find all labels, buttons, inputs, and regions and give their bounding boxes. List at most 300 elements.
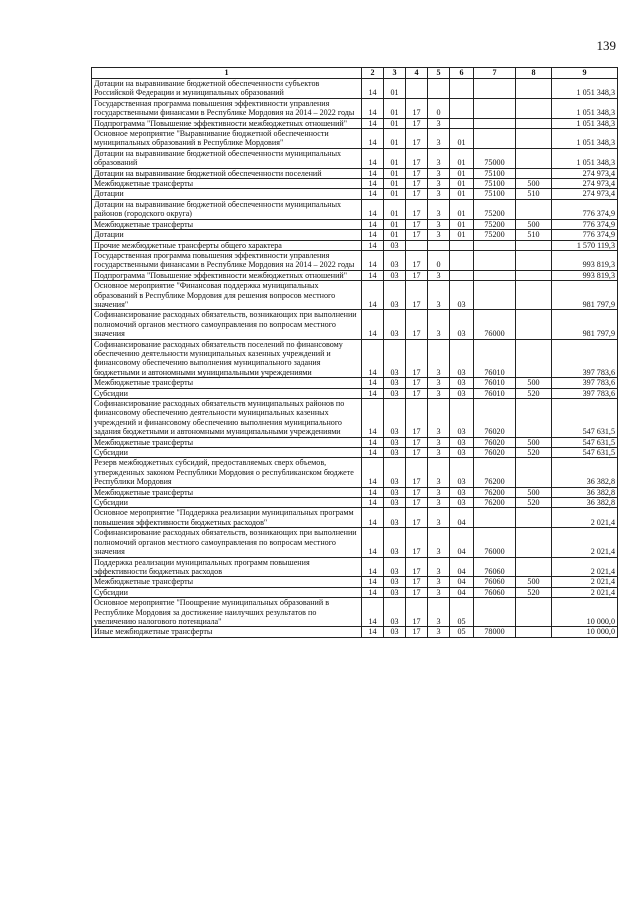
header-cell: 1 xyxy=(92,68,362,79)
row-subsection: 01 xyxy=(384,129,406,149)
row-subprogram: 3 xyxy=(428,129,450,149)
row-direction xyxy=(474,118,516,128)
row-subsection: 03 xyxy=(384,627,406,637)
row-section: 14 xyxy=(362,129,384,149)
row-subsection: 01 xyxy=(384,98,406,118)
row-expense-type: 500 xyxy=(516,487,552,497)
row-event: 01 xyxy=(450,179,474,189)
row-amount: 2 021,4 xyxy=(552,577,618,587)
row-subsection: 03 xyxy=(384,250,406,270)
row-program: 17 xyxy=(406,219,428,229)
row-direction: 75100 xyxy=(474,179,516,189)
row-expense-type xyxy=(516,250,552,270)
row-expense-type: 520 xyxy=(516,498,552,508)
row-subsection: 03 xyxy=(384,270,406,280)
row-section: 14 xyxy=(362,388,384,398)
table-row xyxy=(92,378,618,388)
row-program: 17 xyxy=(406,310,428,339)
row-direction xyxy=(474,598,516,627)
row-subprogram: 3 xyxy=(428,557,450,577)
row-direction: 75200 xyxy=(474,230,516,240)
table-row xyxy=(92,118,618,128)
row-program: 17 xyxy=(406,270,428,280)
row-subprogram: 3 xyxy=(428,448,450,458)
row-direction: 76200 xyxy=(474,498,516,508)
row-subsection: 01 xyxy=(384,168,406,178)
row-event: 03 xyxy=(450,437,474,447)
row-amount: 397 783,6 xyxy=(552,378,618,388)
row-subprogram: 3 xyxy=(428,270,450,280)
row-direction: 76060 xyxy=(474,577,516,587)
row-direction xyxy=(474,129,516,149)
row-event: 01 xyxy=(450,199,474,219)
row-expense-type xyxy=(516,199,552,219)
row-amount: 1 051 348,3 xyxy=(552,118,618,128)
row-name: Основное мероприятие "Финансовая поддержка муниципальных образований в Республике Мордовия для решения вопросов местного значения" xyxy=(92,281,362,310)
row-subprogram: 3 xyxy=(428,399,450,438)
row-name: Софинансирование расходных обязательств муниципальных районов по финансовому обеспечению деятельности муниципальных казенных учреждений и финансовому обеспечению выполнения муниципального задания бюджетными и автономными муниципальными учреждениями xyxy=(92,399,362,438)
row-subprogram: 3 xyxy=(428,528,450,557)
row-program: 17 xyxy=(406,148,428,168)
row-program: 17 xyxy=(406,487,428,497)
row-expense-type xyxy=(516,627,552,637)
row-subprogram: 3 xyxy=(428,168,450,178)
row-program: 17 xyxy=(406,189,428,199)
row-event: 03 xyxy=(450,339,474,378)
header-cell: 7 xyxy=(474,68,516,79)
row-expense-type xyxy=(516,458,552,487)
row-subprogram xyxy=(428,240,450,250)
row-program xyxy=(406,240,428,250)
row-name: Государственная программа повышения эффективности управления государственными финансами в Республике Мордовия на 2014 – 2022 годы xyxy=(92,98,362,118)
row-amount: 2 021,4 xyxy=(552,508,618,528)
row-direction: 76060 xyxy=(474,587,516,597)
row-amount: 36 382,8 xyxy=(552,498,618,508)
table-row xyxy=(92,339,618,378)
row-expense-type xyxy=(516,281,552,310)
row-program: 17 xyxy=(406,118,428,128)
row-section: 14 xyxy=(362,458,384,487)
row-expense-type: 500 xyxy=(516,219,552,229)
row-event: 03 xyxy=(450,498,474,508)
row-event: 03 xyxy=(450,388,474,398)
row-subsection: 03 xyxy=(384,388,406,398)
table-row xyxy=(92,399,618,438)
row-section: 14 xyxy=(362,487,384,497)
row-expense-type xyxy=(516,148,552,168)
row-amount: 547 631,5 xyxy=(552,437,618,447)
row-section: 14 xyxy=(362,199,384,219)
row-subprogram: 3 xyxy=(428,437,450,447)
row-subsection: 03 xyxy=(384,498,406,508)
row-name: Основное мероприятие "Выравнивание бюджетной обеспеченности муниципальных образований в Республике Мордовия" xyxy=(92,129,362,149)
table-row xyxy=(92,587,618,597)
row-program: 17 xyxy=(406,399,428,438)
row-amount: 274 973,4 xyxy=(552,168,618,178)
row-amount: 993 819,3 xyxy=(552,270,618,280)
row-subprogram: 0 xyxy=(428,250,450,270)
row-amount: 2 021,4 xyxy=(552,557,618,577)
row-direction xyxy=(474,98,516,118)
row-amount: 36 382,8 xyxy=(552,487,618,497)
row-section: 14 xyxy=(362,250,384,270)
row-subsection: 03 xyxy=(384,281,406,310)
row-subsection: 03 xyxy=(384,598,406,627)
row-expense-type: 510 xyxy=(516,230,552,240)
row-amount: 2 021,4 xyxy=(552,528,618,557)
row-direction: 76020 xyxy=(474,437,516,447)
row-subsection: 01 xyxy=(384,148,406,168)
row-direction: 75200 xyxy=(474,199,516,219)
row-direction: 76010 xyxy=(474,339,516,378)
row-expense-type xyxy=(516,98,552,118)
row-name: Дотации на выравнивание бюджетной обеспеченности поселений xyxy=(92,168,362,178)
row-program: 17 xyxy=(406,528,428,557)
row-name: Дотации на выравнивание бюджетной обеспеченности муниципальных районов (городского округа) xyxy=(92,199,362,219)
row-direction: 76000 xyxy=(474,528,516,557)
row-subsection: 01 xyxy=(384,79,406,99)
table-row xyxy=(92,448,618,458)
row-event: 01 xyxy=(450,230,474,240)
row-subprogram: 0 xyxy=(428,98,450,118)
row-section: 14 xyxy=(362,627,384,637)
row-section: 14 xyxy=(362,281,384,310)
row-program: 17 xyxy=(406,199,428,219)
row-program: 17 xyxy=(406,98,428,118)
row-subprogram: 3 xyxy=(428,148,450,168)
row-name: Подпрограмма "Повышение эффективности межбюджетных отношений" xyxy=(92,270,362,280)
row-direction: 76020 xyxy=(474,399,516,438)
row-program: 17 xyxy=(406,179,428,189)
table-row xyxy=(92,129,618,149)
row-program: 17 xyxy=(406,281,428,310)
row-section: 14 xyxy=(362,378,384,388)
row-expense-type: 510 xyxy=(516,189,552,199)
row-amount: 1 051 348,3 xyxy=(552,79,618,99)
row-subsection: 03 xyxy=(384,437,406,447)
row-subprogram: 3 xyxy=(428,598,450,627)
row-event: 03 xyxy=(450,448,474,458)
row-name: Межбюджетные трансферты xyxy=(92,219,362,229)
row-subsection: 03 xyxy=(384,557,406,577)
budget-table xyxy=(91,67,618,638)
row-event xyxy=(450,79,474,99)
row-program: 17 xyxy=(406,498,428,508)
row-subsection: 01 xyxy=(384,118,406,128)
row-name: Субсидии xyxy=(92,448,362,458)
row-section: 14 xyxy=(362,219,384,229)
row-section: 14 xyxy=(362,310,384,339)
row-subprogram: 3 xyxy=(428,508,450,528)
row-expense-type: 520 xyxy=(516,388,552,398)
header-cell: 6 xyxy=(450,68,474,79)
row-section: 14 xyxy=(362,557,384,577)
row-amount: 776 374,9 xyxy=(552,199,618,219)
row-subsection: 01 xyxy=(384,219,406,229)
row-section: 14 xyxy=(362,528,384,557)
table-row xyxy=(92,199,618,219)
row-program: 17 xyxy=(406,129,428,149)
table-row xyxy=(92,230,618,240)
row-direction xyxy=(474,270,516,280)
row-name: Софинансирование расходных обязательств, возникающих при выполнении полномочий органов местного самоуправления по вопросам местного значения xyxy=(92,528,362,557)
table-row xyxy=(92,528,618,557)
table-row xyxy=(92,627,618,637)
row-name: Межбюджетные трансферты xyxy=(92,378,362,388)
row-subsection: 03 xyxy=(384,508,406,528)
row-subprogram: 3 xyxy=(428,179,450,189)
row-amount: 776 374,9 xyxy=(552,219,618,229)
row-section: 14 xyxy=(362,399,384,438)
row-section: 14 xyxy=(362,437,384,447)
row-expense-type xyxy=(516,79,552,99)
row-subsection: 03 xyxy=(384,339,406,378)
row-event: 01 xyxy=(450,168,474,178)
row-event: 04 xyxy=(450,508,474,528)
row-direction: 75200 xyxy=(474,219,516,229)
page-number: 139 xyxy=(596,38,616,53)
row-section: 14 xyxy=(362,179,384,189)
table-row xyxy=(92,458,618,487)
table-row xyxy=(92,79,618,99)
row-name: Иные межбюджетные трансферты xyxy=(92,627,362,637)
row-subprogram: 3 xyxy=(428,118,450,128)
table-row xyxy=(92,437,618,447)
row-expense-type xyxy=(516,118,552,128)
row-event xyxy=(450,118,474,128)
row-event xyxy=(450,270,474,280)
row-event xyxy=(450,98,474,118)
row-name: Софинансирование расходных обязательств поселений по финансовому обеспечению деятельности муниципальных казенных учреждений и финансовому обеспечению выполнения муниципального задания бюджетными и автономными муниципальными учреждениями xyxy=(92,339,362,378)
row-name: Софинансирование расходных обязательств, возникающих при выполнении полномочий органов местного самоуправления по вопросам местного значения xyxy=(92,310,362,339)
row-name: Межбюджетные трансферты xyxy=(92,179,362,189)
row-amount: 36 382,8 xyxy=(552,458,618,487)
row-subprogram: 3 xyxy=(428,310,450,339)
row-name: Дотации на выравнивание бюджетной обеспеченности субъектов Российской Федерации и муниципальных образований xyxy=(92,79,362,99)
row-expense-type: 520 xyxy=(516,448,552,458)
row-section: 14 xyxy=(362,118,384,128)
row-section: 14 xyxy=(362,448,384,458)
row-section: 14 xyxy=(362,598,384,627)
row-expense-type xyxy=(516,339,552,378)
row-event: 04 xyxy=(450,528,474,557)
row-expense-type xyxy=(516,528,552,557)
row-section: 14 xyxy=(362,577,384,587)
row-name: Межбюджетные трансферты xyxy=(92,437,362,447)
table-row xyxy=(92,310,618,339)
row-program: 17 xyxy=(406,448,428,458)
row-expense-type xyxy=(516,129,552,149)
row-event xyxy=(450,240,474,250)
row-expense-type xyxy=(516,270,552,280)
row-program xyxy=(406,79,428,99)
header-cell: 8 xyxy=(516,68,552,79)
row-subsection: 01 xyxy=(384,199,406,219)
row-expense-type: 500 xyxy=(516,378,552,388)
row-name: Резерв межбюджетных субсидий, предоставляемых сверх объемов, утвержденных законом Республики Мордовия о республиканском бюджете Республики Мордовия xyxy=(92,458,362,487)
row-subsection: 03 xyxy=(384,577,406,587)
row-amount: 274 973,4 xyxy=(552,179,618,189)
row-subsection: 01 xyxy=(384,230,406,240)
row-direction: 76200 xyxy=(474,487,516,497)
row-section: 14 xyxy=(362,189,384,199)
row-expense-type: 500 xyxy=(516,577,552,587)
row-event xyxy=(450,250,474,270)
row-direction: 76200 xyxy=(474,458,516,487)
row-program: 17 xyxy=(406,250,428,270)
row-subsection: 03 xyxy=(384,528,406,557)
row-program: 17 xyxy=(406,587,428,597)
row-section: 14 xyxy=(362,240,384,250)
row-event: 05 xyxy=(450,598,474,627)
table-row xyxy=(92,598,618,627)
row-subprogram: 3 xyxy=(428,388,450,398)
row-amount: 1 570 119,3 xyxy=(552,240,618,250)
row-subprogram: 3 xyxy=(428,281,450,310)
header-cell: 5 xyxy=(428,68,450,79)
row-direction: 76010 xyxy=(474,378,516,388)
row-program: 17 xyxy=(406,458,428,487)
row-program: 17 xyxy=(406,627,428,637)
row-direction: 78000 xyxy=(474,627,516,637)
row-amount: 2 021,4 xyxy=(552,587,618,597)
row-expense-type xyxy=(516,508,552,528)
row-name: Субсидии xyxy=(92,498,362,508)
row-amount: 397 783,6 xyxy=(552,388,618,398)
row-direction xyxy=(474,79,516,99)
row-event: 01 xyxy=(450,189,474,199)
row-name: Межбюджетные трансферты xyxy=(92,487,362,497)
row-section: 14 xyxy=(362,587,384,597)
row-amount: 981 797,9 xyxy=(552,310,618,339)
row-section: 14 xyxy=(362,98,384,118)
row-subsection: 03 xyxy=(384,310,406,339)
row-subprogram xyxy=(428,79,450,99)
row-subprogram: 3 xyxy=(428,627,450,637)
row-expense-type xyxy=(516,240,552,250)
row-event: 01 xyxy=(450,148,474,168)
row-amount: 1 051 348,3 xyxy=(552,129,618,149)
row-program: 17 xyxy=(406,557,428,577)
row-direction: 75100 xyxy=(474,189,516,199)
table-row xyxy=(92,148,618,168)
row-name: Межбюджетные трансферты xyxy=(92,577,362,587)
row-expense-type xyxy=(516,399,552,438)
row-amount: 10 000,0 xyxy=(552,627,618,637)
row-direction: 75000 xyxy=(474,148,516,168)
row-section: 14 xyxy=(362,270,384,280)
row-name: Дотации на выравнивание бюджетной обеспеченности муниципальных образований xyxy=(92,148,362,168)
header-cell: 9 xyxy=(552,68,618,79)
row-subsection: 03 xyxy=(384,448,406,458)
row-amount: 1 051 348,3 xyxy=(552,98,618,118)
row-section: 14 xyxy=(362,168,384,178)
table-row xyxy=(92,250,618,270)
row-expense-type xyxy=(516,598,552,627)
row-subsection: 03 xyxy=(384,587,406,597)
row-program: 17 xyxy=(406,388,428,398)
row-direction xyxy=(474,240,516,250)
row-name: Дотации xyxy=(92,230,362,240)
table-row xyxy=(92,508,618,528)
row-direction: 75100 xyxy=(474,168,516,178)
row-subsection: 03 xyxy=(384,240,406,250)
table-row xyxy=(92,189,618,199)
row-event: 05 xyxy=(450,627,474,637)
row-event: 04 xyxy=(450,557,474,577)
row-subprogram: 3 xyxy=(428,230,450,240)
table-row xyxy=(92,388,618,398)
row-amount: 397 783,6 xyxy=(552,339,618,378)
table-row xyxy=(92,179,618,189)
row-program: 17 xyxy=(406,230,428,240)
row-amount: 776 374,9 xyxy=(552,230,618,240)
row-amount: 274 973,4 xyxy=(552,189,618,199)
row-program: 17 xyxy=(406,437,428,447)
row-subprogram: 3 xyxy=(428,487,450,497)
row-subsection: 03 xyxy=(384,378,406,388)
row-program: 17 xyxy=(406,508,428,528)
table-row xyxy=(92,281,618,310)
row-direction: 76020 xyxy=(474,448,516,458)
table-row xyxy=(92,270,618,280)
row-amount: 547 631,5 xyxy=(552,399,618,438)
header-row xyxy=(92,68,618,79)
row-event: 03 xyxy=(450,487,474,497)
row-name: Дотации xyxy=(92,189,362,199)
row-subprogram: 3 xyxy=(428,199,450,219)
row-direction xyxy=(474,281,516,310)
row-event: 04 xyxy=(450,587,474,597)
row-program: 17 xyxy=(406,577,428,587)
table-row xyxy=(92,219,618,229)
row-event: 03 xyxy=(450,281,474,310)
row-expense-type xyxy=(516,310,552,339)
table-row xyxy=(92,240,618,250)
header-cell: 4 xyxy=(406,68,428,79)
row-name: Государственная программа повышения эффективности управления государственными финансами в Республике Мордовия на 2014 – 2022 годы xyxy=(92,250,362,270)
row-event: 03 xyxy=(450,458,474,487)
row-name: Субсидии xyxy=(92,388,362,398)
row-section: 14 xyxy=(362,508,384,528)
row-section: 14 xyxy=(362,498,384,508)
row-subprogram: 3 xyxy=(428,339,450,378)
row-expense-type xyxy=(516,168,552,178)
row-subprogram: 3 xyxy=(428,189,450,199)
row-section: 14 xyxy=(362,339,384,378)
table-row xyxy=(92,498,618,508)
row-expense-type: 500 xyxy=(516,437,552,447)
table-row xyxy=(92,98,618,118)
row-event: 03 xyxy=(450,378,474,388)
row-name: Подпрограмма "Повышение эффективности межбюджетных отношений" xyxy=(92,118,362,128)
header-cell: 3 xyxy=(384,68,406,79)
row-subsection: 03 xyxy=(384,487,406,497)
row-amount: 993 819,3 xyxy=(552,250,618,270)
row-subprogram: 3 xyxy=(428,378,450,388)
row-expense-type: 520 xyxy=(516,587,552,597)
row-amount: 10 000,0 xyxy=(552,598,618,627)
row-subsection: 01 xyxy=(384,189,406,199)
row-direction: 76060 xyxy=(474,557,516,577)
table-row xyxy=(92,577,618,587)
row-name: Субсидии xyxy=(92,587,362,597)
row-name: Прочие межбюджетные трансферты общего характера xyxy=(92,240,362,250)
row-program: 17 xyxy=(406,598,428,627)
row-direction xyxy=(474,508,516,528)
row-subsection: 01 xyxy=(384,179,406,189)
row-direction: 76000 xyxy=(474,310,516,339)
